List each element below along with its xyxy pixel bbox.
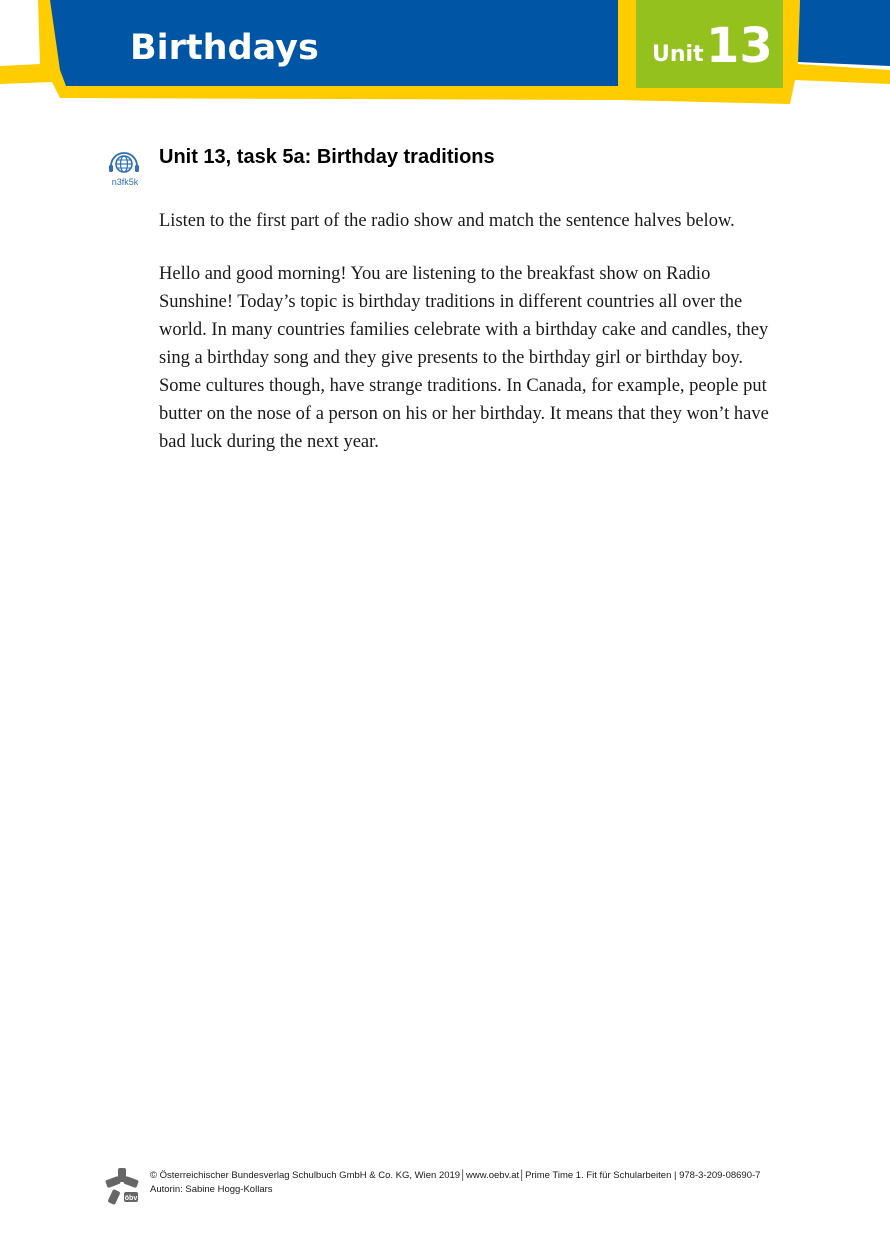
task-heading: Unit 13, task 5a: Birthday traditions [159, 146, 495, 168]
radio-transcript: Hello and good morning! You are listening to the breakfast show on Radio Sunshine! Today’s topic is birthday traditions in different countries all over the world. In many countries families celebrate with a birthday cake and candles, they sing a birthday song and they give presents to the birthday girl or birthday boy. Some cultures though, have strange traditions. In Canada, for example, people put butter on the nose of a person on his or her birthday. It means that they won’t have bad luck during the next year. [159, 264, 769, 452]
audio-code: n3fk5k [111, 177, 139, 187]
page-header [0, 0, 890, 110]
task-instruction: Listen to the first part of the radio show and match the sentence halves below. [159, 211, 735, 231]
page-title: Birthdays [130, 28, 319, 68]
unit-label: Unit [652, 42, 704, 67]
publisher-logo-text: öbv [124, 1195, 138, 1202]
footer-copyright: © Österreichischer Bundesverlag Schulbuch GmbH & Co. KG, Wien 2019│www.oebv.at│Prime Time 1. Fit für Schularbeiten | 978-3-209-08690-7 [150, 1170, 761, 1181]
publisher-logo [104, 1168, 140, 1206]
unit-number: 13 [706, 18, 773, 74]
footer-author: Autorin: Sabine Hogg-Kollars [150, 1184, 273, 1195]
